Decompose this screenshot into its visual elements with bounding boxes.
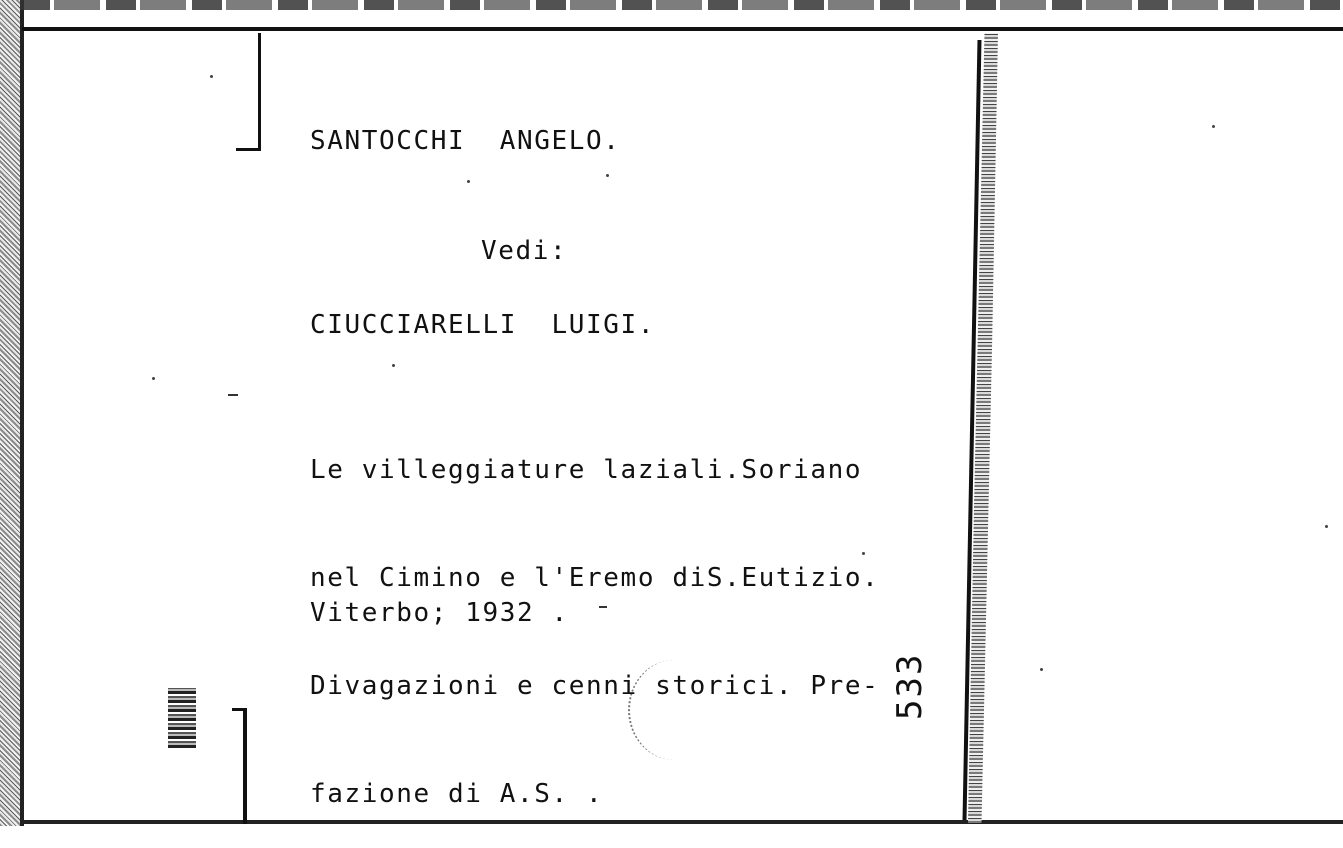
imprint-place-year: Viterbo; 1932 .	[310, 598, 569, 628]
scan-left-edge-line	[20, 0, 24, 826]
speck	[152, 377, 155, 380]
title-line: fazione di A.S. .	[310, 779, 604, 809]
card-top-border	[22, 27, 1343, 31]
bracket-bottom-horizontal	[232, 708, 246, 711]
speck	[467, 180, 470, 183]
bracket-top-horizontal	[236, 148, 261, 151]
speck	[606, 174, 609, 177]
bracket-top-vertical	[258, 33, 261, 151]
card-heading-author: SANTOCCHI ANGELO.	[310, 126, 621, 156]
speck	[1325, 525, 1328, 528]
title-line: Le villeggiature laziali.Soriano	[310, 455, 863, 485]
speck	[210, 75, 213, 78]
shelf-number: 533	[890, 652, 930, 720]
speck	[1212, 125, 1215, 128]
speck	[1040, 668, 1043, 671]
bracket-bottom-vertical	[243, 708, 247, 824]
scan-left-edge	[0, 0, 22, 826]
see-reference-label: Vedi:	[481, 236, 568, 266]
scan-top-strip	[20, 0, 1343, 10]
speck	[392, 364, 395, 367]
referenced-author: CIUCCIARELLI LUIGI.	[310, 310, 656, 340]
title-line: nel Cimino e l'Eremo diS.Eutizio.	[310, 563, 880, 593]
title-line: Divagazioni e cenni storici. Pre-	[310, 671, 880, 701]
stamp-mark	[168, 688, 196, 748]
dash-mark	[228, 394, 238, 396]
